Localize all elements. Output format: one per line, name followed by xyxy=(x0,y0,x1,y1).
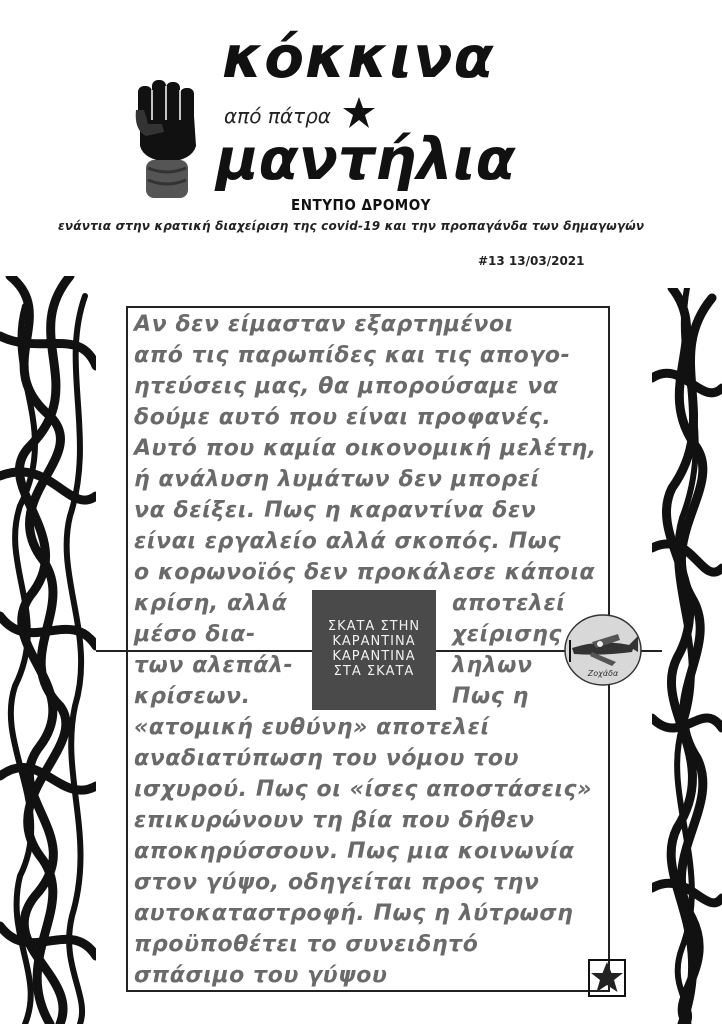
body-line: αποκηρύσσουν. Πως μια κοινωνία xyxy=(134,839,575,864)
masthead-title-line2: μαντήλια xyxy=(216,125,516,193)
star-icon xyxy=(587,958,627,998)
body-line: επικυρώνουν τη βία που δήθεν xyxy=(134,808,535,833)
body-line: από τις παρωπίδες και τις απογο- xyxy=(134,343,571,368)
emblem-text: Ζοχάδα xyxy=(587,669,619,678)
body-line: ή ανάλυση λυμάτων δεν μπορεί xyxy=(134,467,540,492)
body-line: προϋποθέτει το συνειδητό xyxy=(134,932,479,957)
body-line: να δείξει. Πως η καραντίνα δεν xyxy=(134,498,537,523)
masthead-title-line1: κόκκινα xyxy=(222,23,495,91)
body-line: στον γύψο, οδηγείται προς την xyxy=(134,870,540,895)
scribble-decoration-left xyxy=(0,276,96,1024)
body-line: ισχυρού. Πως οι «ίσες αποστάσεις» xyxy=(134,777,593,802)
body-line: δούμε αυτό που είναι προφανές. xyxy=(134,405,552,430)
body-line: αποτελεί xyxy=(452,591,566,616)
tagline: ενάντια στην κρατική διαχείριση της covid-19 και την προπαγάνδα των δημαγωγών xyxy=(58,219,645,233)
airplane-icon xyxy=(562,612,644,688)
sign-line: ΚΑΡΑΝΤΙΝΑ xyxy=(332,649,416,664)
body-line: «ατομική ευθύνη» αποτελεί xyxy=(134,715,490,740)
body-line: μέσο δια- xyxy=(134,622,256,647)
body-line: ληλων xyxy=(452,653,533,678)
body-line: Αυτό που καμία οικονομική μελέτη, xyxy=(134,436,597,461)
publication-type: ΕΝΤΥΠΟ ΔΡΟΜΟΥ xyxy=(291,196,431,214)
raised-fist-icon xyxy=(134,80,200,200)
sign-line: ΣΚΑΤΑ ΣΤΗΝ xyxy=(327,619,421,635)
body-line: κρίση, αλλά xyxy=(134,591,288,616)
quarantine-sign xyxy=(312,590,436,710)
body-line: Αν δεν είμασταν εξαρτημένοι xyxy=(134,312,514,337)
body-line: Πως η xyxy=(452,684,529,709)
body-line: κρίσεων. xyxy=(134,684,251,709)
body-line: των αλεπάλ- xyxy=(134,653,294,678)
sign-line: ΣΤΑ ΣΚΑΤΑ xyxy=(333,663,415,679)
body-line: ο κορωνοϊός δεν προκάλεσε κάποια xyxy=(134,560,596,585)
scribble-decoration-right xyxy=(652,288,722,1024)
masthead-subtitle: από πάτρα xyxy=(224,104,331,128)
body-line: ητεύσεις μας, θα μπορούσαμε να xyxy=(134,374,559,399)
body-line: χείρισης xyxy=(452,622,562,647)
body-line: αναδιατύπωση του νόμου του xyxy=(134,746,520,771)
sign-line: ΚΑΡΑΝΤΙΝΑ xyxy=(332,634,416,650)
issue-number-date: #13 13/03/2021 xyxy=(478,254,585,268)
body-line: είναι εργαλείο αλλά σκοπός. Πως xyxy=(134,529,562,554)
body-line: αυτοκαταστροφή. Πως η λύτρωση xyxy=(134,901,574,926)
body-line: σπάσιμο του γύψου xyxy=(134,963,388,988)
